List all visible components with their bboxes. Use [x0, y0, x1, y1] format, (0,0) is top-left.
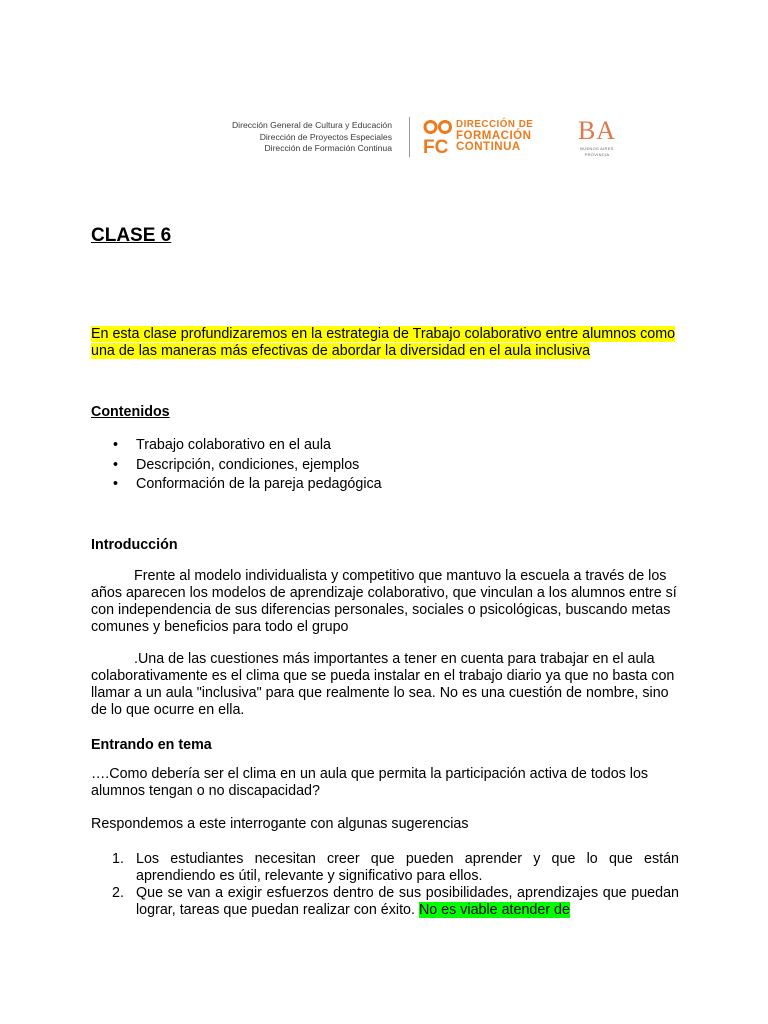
- introduccion-paragraph-2: .Una de las cuestiones más importantes a tener en cuenta para trabajar en el aula colaborativamente es el clima que se pueda instalar en el trabajo diario ya que no basta con llamar a un aula "inclusiva" para que realmente lo sea. No es una cuestión de nombre, sino de lo que ocurre en ella.: [91, 651, 675, 718]
- fc-line: DIRECCIÓN DE: [456, 119, 534, 130]
- list-text: Los estudiantes necesitan creer que pueden aprender y que lo que están aprendiendo es útil, relevante y significativo para ellos.: [136, 851, 679, 884]
- contenidos-list: [91, 436, 681, 495]
- page-title: CLASE 6: [91, 225, 172, 246]
- fc-line: CONTINUA: [456, 141, 521, 153]
- list-item: [91, 885, 679, 919]
- question-paragraph: ….Como debería ser el clima en un aula que permita la participación activa de todos los alumnos tengan o no discapacidad?: [91, 766, 649, 799]
- green-highlight: No es viable atender de: [418, 902, 570, 918]
- fc-logo-text: [456, 119, 533, 154]
- list-item: [91, 851, 679, 885]
- yellow-highlight: En esta clase profundizaremos en la estrategia de Trabajo colaborativo entre alumnos como una de las maneras más efectivas de abordar la diversidad en el aula inclusiva: [91, 326, 676, 359]
- header-divider: [409, 117, 410, 157]
- entrando-heading: Entrando en tema: [91, 737, 212, 753]
- institution-line: Dirección de Formación Continua: [264, 143, 392, 154]
- answer-intro: Respondemos a este interrogante con algunas sugerencias: [91, 816, 469, 832]
- svg-text:FC: FC: [423, 137, 449, 155]
- institution-text: [232, 120, 392, 155]
- list-item: • Conformación de la pareja pedagógica: [91, 475, 681, 495]
- fc-logo-icon: [423, 119, 453, 155]
- list-item: • Trabajo colaborativo en el aula: [91, 436, 681, 456]
- list-number: 1.: [112, 851, 124, 867]
- list-item: • Descripción, condiciones, ejemplos: [91, 456, 681, 476]
- ba-logo: [568, 116, 626, 158]
- ba-mark: BA: [577, 116, 617, 145]
- letterhead: [0, 113, 768, 163]
- institution-line: Dirección General de Cultura y Educación: [231, 120, 392, 130]
- contenidos-heading: Contenidos: [91, 404, 170, 420]
- institution-line: Dirección de Proyectos Especiales: [259, 131, 392, 142]
- ba-subtitle: BUENOS AIRES PROVINCIA: [580, 146, 614, 157]
- list-number: 2.: [112, 885, 124, 901]
- suggestions-list: [91, 851, 679, 919]
- introduccion-heading: Introducción: [91, 537, 178, 553]
- list-text: Que se van a exigir esfuerzos dentro de sus posibilidades, aprendizajes que puedan lograr, tareas que puedan realizar con éxito.: [136, 885, 679, 918]
- introduccion-paragraph-1: Frente al modelo individualista y competitivo que mantuvo la escuela a través de los años aparecen los modelos de aprendizaje colaborativo, que vinculan a los alumnos entre sí con independencia de sus diferencias personales, sociales o psicológicas, buscando metas comunes y beneficios para todo el grupo: [91, 568, 677, 635]
- intro-paragraph: [91, 326, 681, 360]
- fc-line: FORMACIÓN: [456, 129, 532, 142]
